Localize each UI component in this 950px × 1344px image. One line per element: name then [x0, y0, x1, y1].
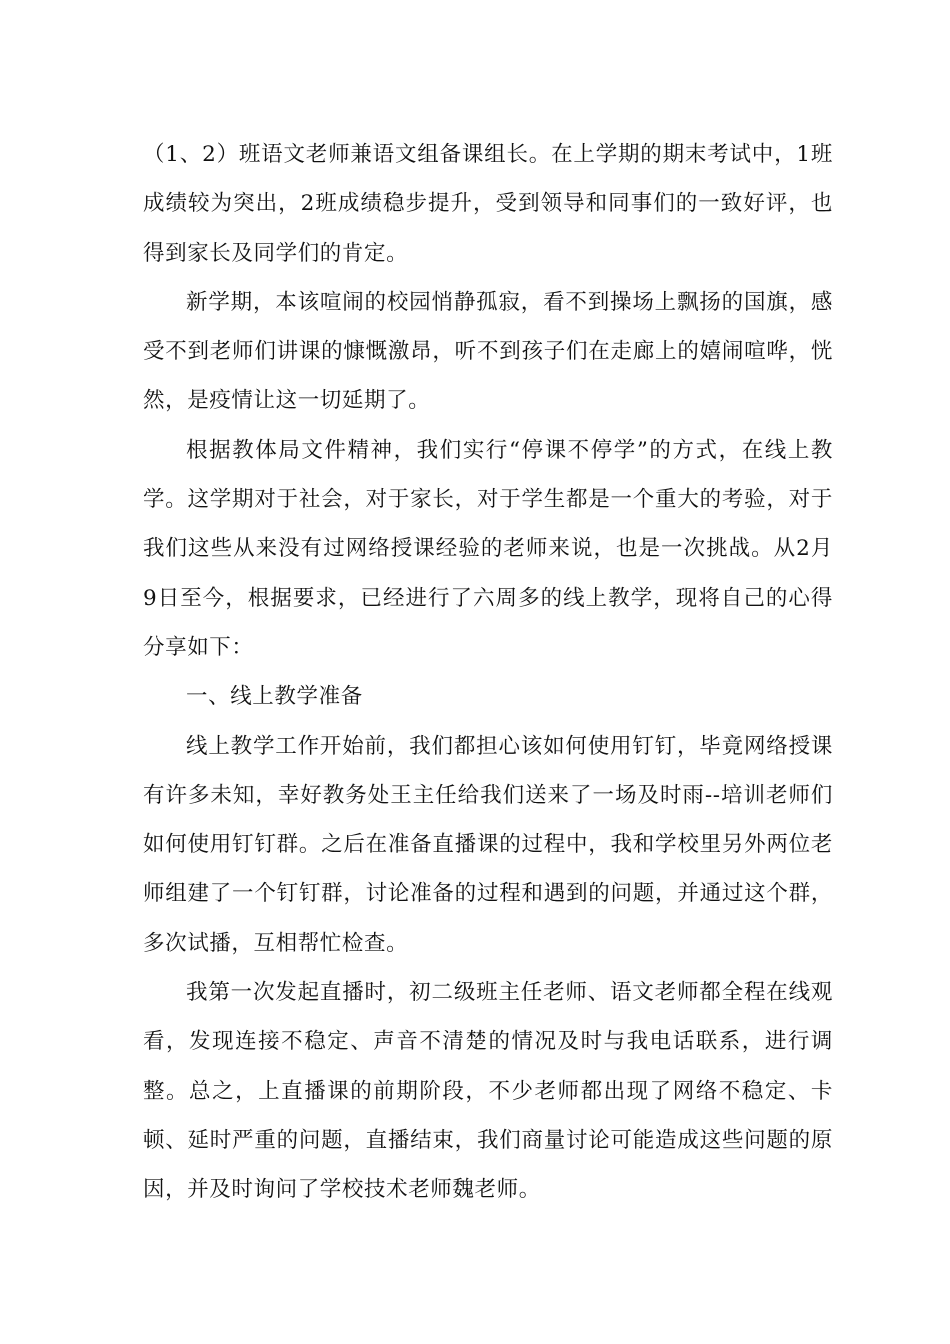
paragraph-class-intro: （1、2）班语文老师兼语文组备课组长。在上学期的期末考试中，1班成绩较为突出，2班成绩稳步提升，受到领导和同事们的一致好评，也得到家长及同学们的肯定。 [143, 142, 833, 266]
document-body [143, 130, 833, 1215]
paragraph-online-teaching: 根据教体局文件精神，我们实行“停课不停学”的方式，在线上教学。这学期对于社会，对于家长，对于学生都是一个重大的考验，对于我们这些从来没有过网络授课经验的老师来说，也是一次挑战。从2月9日至今，根据要求，已经进行了六周多的线上教学，现将自己的心得分享如下： [143, 437, 833, 660]
section-heading-preparation: 一、线上教学准备 [186, 684, 363, 710]
paragraph-new-semester: 新学期，本该喧闹的校园悄静孤寂，看不到操场上飘扬的国旗，感受不到老师们讲课的慷慨激昂，听不到孩子们在走廊上的嬉闹喧哗，恍然，是疫情让这一切延期了。 [143, 289, 833, 414]
paragraph-first-livestream: 我第一次发起直播时，初二级班主任老师、语文老师都全程在线观看，发现连接不稳定、声音不清楚的情况及时与我电话联系，进行调整。总之，上直播课的前期阶段，不少老师都出现了网络不稳定、卡顿、延时严重的问题，直播结束，我们商量讨论可能造成这些问题的原因，并及时询问了学校技术老师魏老师。 [143, 980, 833, 1203]
paragraph-dingtalk-training: 线上教学工作开始前，我们都担心该如何使用钉钉，毕竟网络授课有许多未知，幸好教务处王主任给我们送来了一场及时雨--培训老师们如何使用钉钉群。之后在准备直播课的过程中，我和学校里另外两位老师组建了一个钉钉群，讨论准备的过程和遇到的问题，并通过这个群，多次试播，互相帮忙检查。 [143, 733, 833, 956]
